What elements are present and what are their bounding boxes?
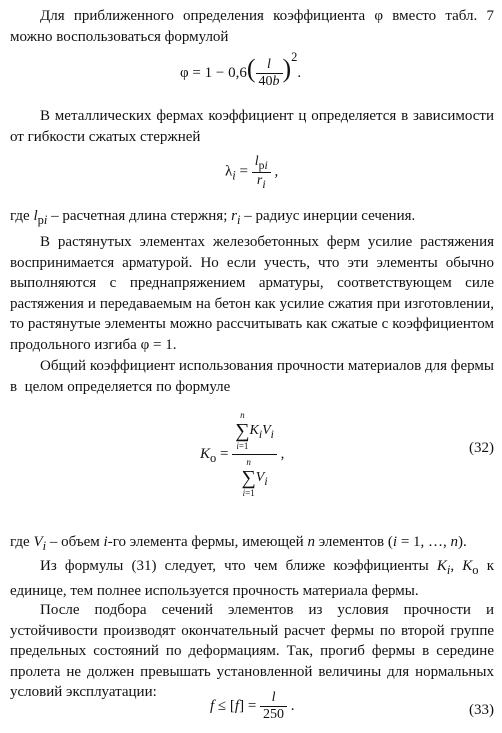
equation-lambda: $\lambda_i$ = $\frac{l_{pi}}{r_i}$ , [225, 154, 279, 191]
paragraph-6: где $V_i$ – объем i-го элемента фермы, имеющей n элементов (i = 1, …, n). [10, 534, 467, 553]
equation-phi: φ = 1 − 0,6( $\frac{l}{40b}$ )$^2$. [180, 50, 302, 90]
equation-ko: $K_o$ = n ∑ i=1 $K_iV_i$ n ∑ i=1 $V_i$ , [200, 410, 285, 498]
equation-number-32: (32) [469, 440, 494, 456]
paragraph-5: Общий коэффициент использования прочности материалов для фермы в целом определяется по формуле [10, 358, 494, 395]
paragraph-3: где $l_{pi}$ – расчетная длина стержня; $r_i$ – радиус инерции сечения. [10, 208, 416, 227]
equation-number-33: (33) [469, 702, 494, 718]
paragraph-1: Для приближенного определения коэффициента φ вместо табл. 7 можно воспользоваться формулой [10, 8, 494, 45]
paragraph-7: Из формулы (31) следует, что чем ближе коэффициенты $K_i$, $K_o$ к единице, тем полнее используется прочность материала фермы. [10, 558, 495, 599]
paragraph-8: После подбора сечений элементов из условия прочности и устойчивости производят окончательный расчет фермы по второй группе предельных состояний по деформациям. Так, прогиб фермы в середине пролета не должен превышать установленной величины для нормальных условий эксплуатации: [10, 602, 494, 700]
paragraph-2: В металлических фермах коэффициент ц определяется в зависимости от гибкости сжатых стержней [10, 108, 494, 145]
equation-deflection: f ≤ [f] = $\frac{l}{250}$ . [210, 690, 295, 722]
paragraph-4: В растянутых элементах железобетонных ферм усилие растяжения воспринимается арматурой. Но если учесть, что эти элементы обычно выполняются с преднапряжением арматуры, соответствующем силе растяжения и передаваемым на бетон как усилие сжатия при изготовлении, то растянутые элементы можно рассчитывать как сжатые с коэффициентом продольного изгиба φ = 1. [10, 234, 494, 353]
